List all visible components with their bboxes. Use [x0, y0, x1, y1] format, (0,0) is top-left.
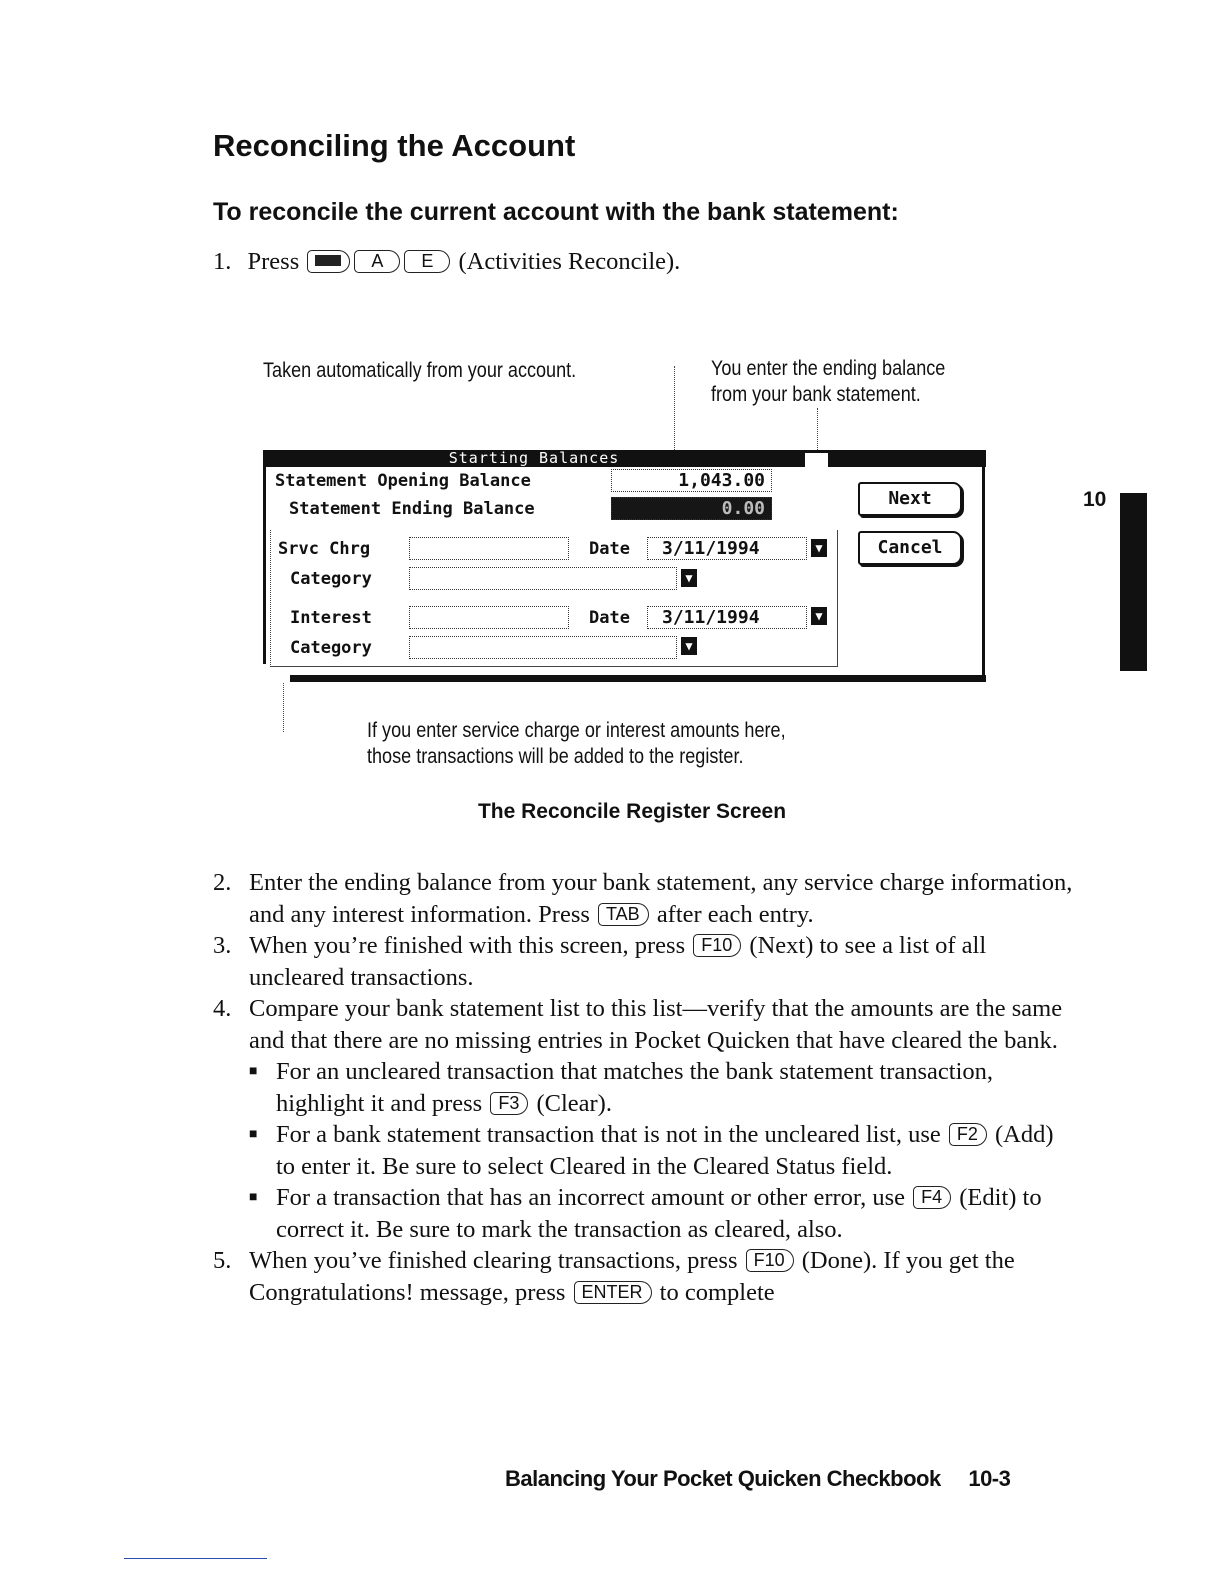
window-title-bar: [828, 450, 986, 467]
date-label: Date: [589, 539, 630, 559]
next-button[interactable]: Next: [858, 482, 962, 516]
steps-list: [213, 867, 1073, 1308]
step-3: 3. When you’re finished with this screen, press F10 (Next) to see a list of all uncleared transactions.: [213, 932, 987, 991]
date-dropdown-icon[interactable]: ▼: [811, 539, 827, 557]
callout-bottom-line-2: those transactions will be added to the register.: [367, 745, 744, 768]
date-label: Date: [589, 608, 630, 628]
step-1: [213, 246, 680, 278]
opening-balance-field[interactable]: 1,043.00: [611, 469, 772, 492]
category-label: Category: [290, 638, 372, 658]
window-bottom-border: [290, 675, 986, 682]
category-dropdown-icon[interactable]: ▼: [681, 637, 697, 655]
key-f4: F4: [913, 1186, 951, 1209]
key-f10: F10: [746, 1249, 794, 1272]
category-label: Category: [290, 569, 372, 589]
figure-caption: The Reconcile Register Screen: [477, 800, 787, 823]
section-subheading: To reconcile the current account with the bank statement:: [213, 198, 899, 226]
service-category-field[interactable]: [409, 567, 677, 590]
step-number: 1.: [213, 248, 232, 275]
step-text: Press: [247, 248, 300, 275]
key-f2: F2: [949, 1123, 987, 1146]
bullet-edit: ■ For a transaction that has an incorrect amount or other error, use F4 (Edit) to correct it. Be sure to mark the transaction as cleared, also.: [249, 1184, 1042, 1243]
step-4: 4. Compare your bank statement list to this list—verify that the amounts are the same and that there are no missing entries in Pocket Quicken that have cleared the bank.: [213, 995, 1063, 1054]
ending-balance-label: Statement Ending Balance: [289, 499, 535, 519]
key-a: A: [354, 250, 400, 273]
callout-left: Taken automatically from your account.: [263, 359, 577, 382]
step-2: 2. Enter the ending balance from your bank statement, any service charge information, and any interest information. Press TAB after each entry.: [213, 869, 1073, 928]
page-title: Reconciling the Account: [213, 128, 576, 163]
window-title: Starting Balances: [263, 450, 805, 467]
cancel-button[interactable]: Cancel: [858, 531, 962, 565]
ending-balance-field[interactable]: 0.00: [611, 497, 772, 520]
service-charge-label: Srvc Chrg: [278, 539, 371, 559]
step-5: 5. When you’ve finished clearing transactions, press F10 (Done). If you get the Congratulations! message, press ENTER to complete: [213, 1247, 1015, 1306]
footer: [505, 1466, 1010, 1492]
chapter-tab-number: 10: [1083, 488, 1107, 511]
service-charge-field[interactable]: [409, 537, 569, 560]
interest-label: Interest: [290, 608, 372, 628]
key-enter: ENTER: [574, 1281, 652, 1304]
bullet-add: ■ For a bank statement transaction that is not in the uncleared list, use F2 (Add) to enter it. Be sure to select Cleared in the Cleared Status field.: [249, 1121, 1054, 1180]
chapter-tab-marker: [1120, 493, 1147, 671]
key-f10: F10: [693, 934, 741, 957]
footer-title: Balancing Your Pocket Quicken Checkbook: [505, 1466, 941, 1491]
interest-field[interactable]: [409, 606, 569, 629]
key-e: E: [404, 250, 450, 273]
category-dropdown-icon[interactable]: ▼: [681, 569, 697, 587]
date-dropdown-icon[interactable]: ▼: [811, 607, 827, 625]
step-text: (Activities Reconcile).: [458, 248, 681, 275]
interest-date-field[interactable]: 3/11/1994: [647, 606, 807, 629]
key-f3: F3: [490, 1092, 528, 1115]
page-number: 10-3: [968, 1466, 1011, 1491]
bullet-clear: ■ For an uncleared transaction that matches the bank statement transaction, highlight it and press F3 (Clear).: [249, 1058, 994, 1117]
key-tab: TAB: [598, 903, 649, 926]
callout-right-line-1: You enter the ending balance: [711, 357, 946, 380]
service-date-field[interactable]: 3/11/1994: [647, 537, 807, 560]
opening-balance-label: Statement Opening Balance: [275, 471, 531, 491]
footer-rule: [124, 1558, 267, 1559]
interest-category-field[interactable]: [409, 636, 677, 659]
callout-bottom-line-1: If you enter service charge or interest amounts here,: [367, 719, 786, 742]
menu-key-icon: [307, 250, 350, 273]
callout-right-line-2: from your bank statement.: [711, 383, 921, 406]
